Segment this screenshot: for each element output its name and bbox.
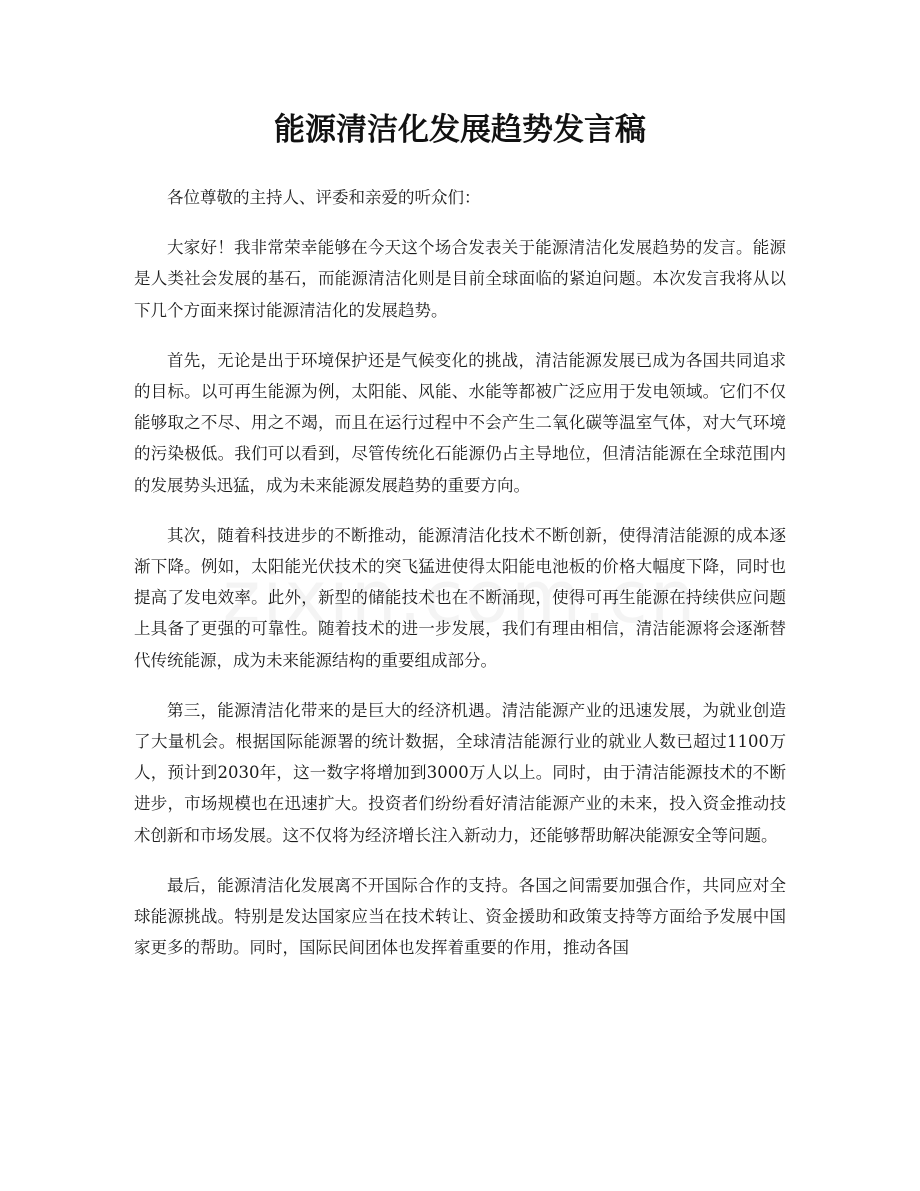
paragraph-greeting: 各位尊敬的主持人、评委和亲爱的听众们： bbox=[167, 188, 481, 207]
paragraph-third-point: 第三，能源清洁化带来的是巨大的经济机遇。清洁能源产业的迅速发展，为就业创造了大量机会。根据国际能源署的统计数据，全球清洁能源行业的就业人数已超过1100万人，预计到2030年，这一数字将增加到3000万人以上。同时，由于清洁能源技术的不断进步，市场规模也在迅速扩大。投资者们纷纷看好清洁能源产业的未来，投入资金推动技术创新和市场发展。这不仅将为经济增长注入新动力，还能够帮助解决能源安全等问题。 bbox=[134, 700, 786, 845]
document-body bbox=[134, 182, 786, 982]
document-title: 能源清洁化发展趋势发言稿 bbox=[274, 112, 646, 148]
paragraph-final-point: 最后，能源清洁化发展离不开国际合作的支持。各国之间需要加强合作，共同应对全球能源挑战。特别是发达国家应当在技术转让、资金援助和政策支持等方面给予发展中国家更多的帮助。同时，国际民间团体也发挥着重要的作用，推动各国 bbox=[134, 875, 786, 958]
paragraph-first-point: 首先，无论是出于环境保护还是气候变化的挑战，清洁能源发展已成为各国共同追求的目标。以可再生能源为例，太阳能、风能、水能等都被广泛应用于发电领域。它们不仅能够取之不尽、用之不竭，而且在运行过程中不会产生二氧化碳等温室气体，对大气环境的污染极低。我们可以看到，尽管传统化石能源仍占主导地位，但清洁能源在全球范围内的发展势头迅猛，成为未来能源发展趋势的重要方向。 bbox=[134, 350, 786, 495]
paragraph-intro: 大家好！我非常荣幸能够在今天这个场合发表关于能源清洁化发展趋势的发言。能源是人类社会发展的基石，而能源清洁化则是目前全球面临的紧迫问题。本次发言我将从以下几个方面来探讨能源清洁化的发展趋势。 bbox=[134, 238, 786, 320]
paragraph-second-point: 其次，随着科技进步的不断推动，能源清洁化技术不断创新，使得清洁能源的成本逐渐下降。例如，太阳能光伏技术的突飞猛进使得太阳能电池板的价格大幅度下降，同时也提高了发电效率。此外，新型的储能技术也在不断涌现，使得可再生能源在持续供应问题上具备了更强的可靠性。随着技术的进一步发展，我们有理由相信，清洁能源将会逐渐替代传统能源，成为未来能源结构的重要组成部分。 bbox=[134, 525, 786, 670]
